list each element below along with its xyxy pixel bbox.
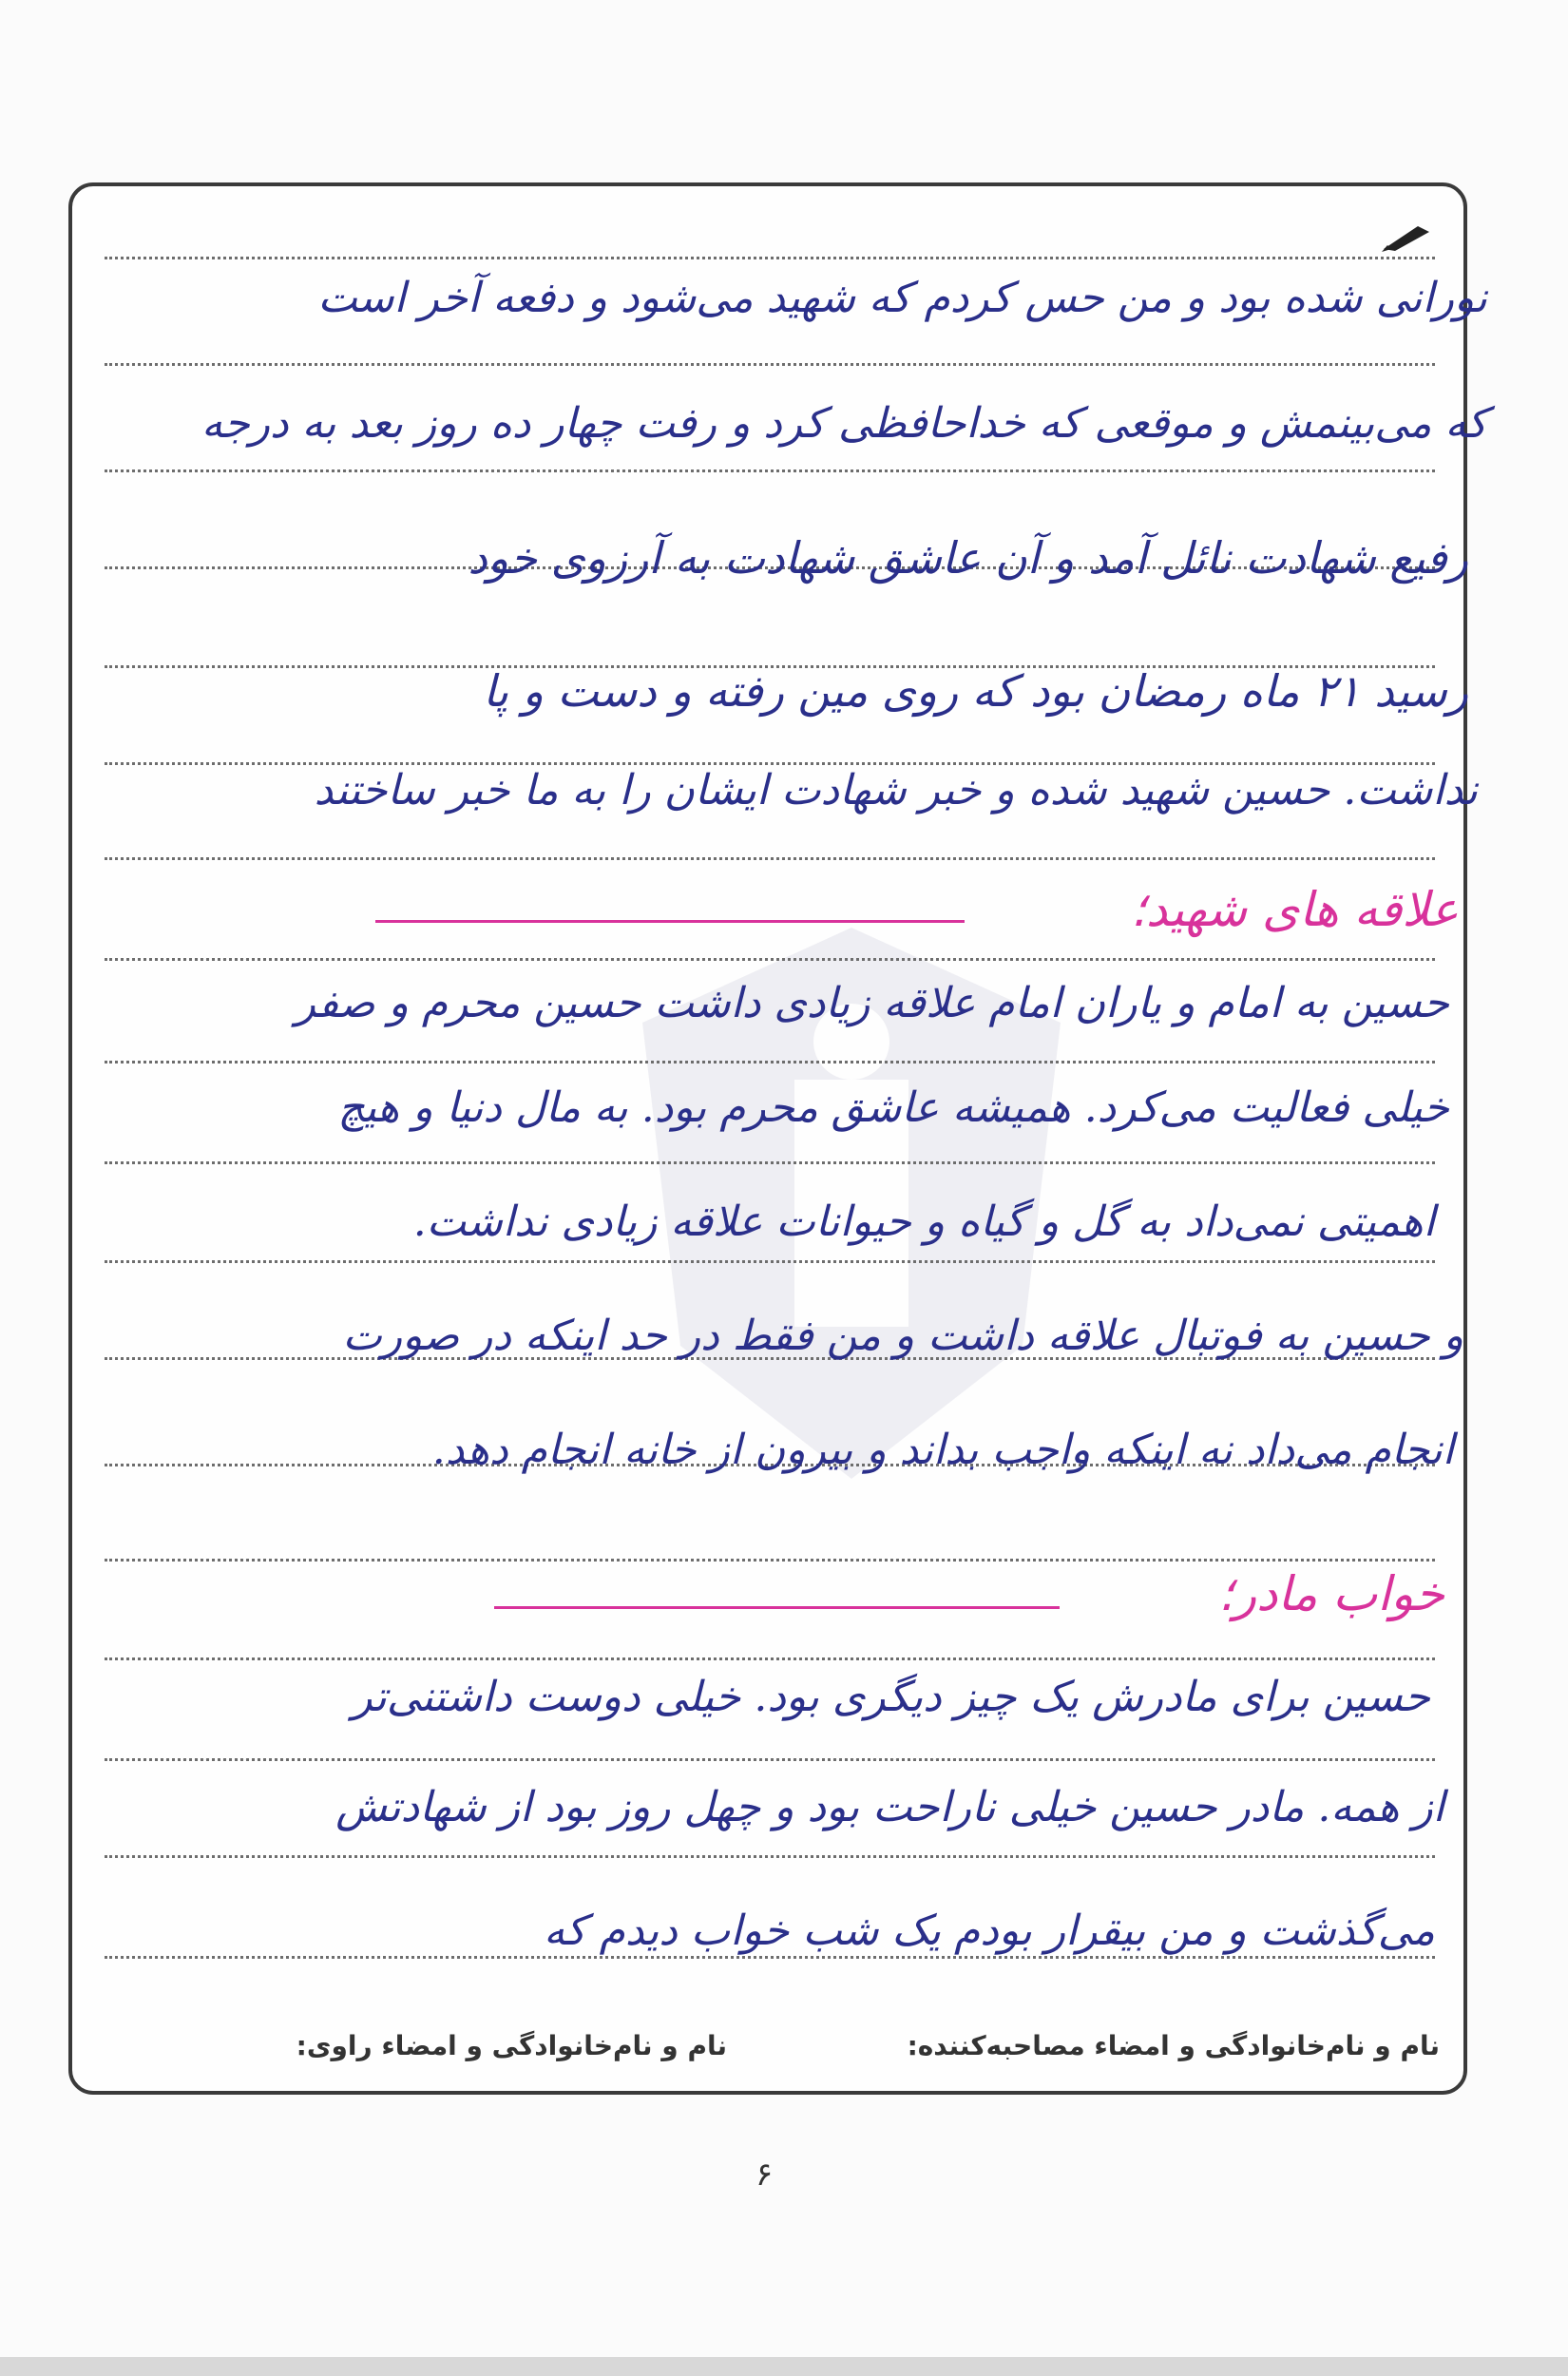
handwritten-line: انجام می‌داد نه اینکه واجب بداند و بیرون از خانه انجام دهد. bbox=[431, 1426, 1454, 1474]
handwritten-line: و حسین به فوتبال علاقه داشت و من فقط در حد اینکه در صورت bbox=[342, 1312, 1463, 1360]
handwritten-line: می‌گذشت و من بیقرار بودم یک شب خواب دیدم که bbox=[544, 1907, 1435, 1955]
rule-line bbox=[105, 1657, 1435, 1660]
page-number: ۶ bbox=[755, 2156, 774, 2194]
rule-line bbox=[105, 857, 1435, 860]
narrator-signature-label: نام و نام‌خانوادگی و امضاء راوی: bbox=[296, 2030, 727, 2061]
rule-line bbox=[105, 1956, 1435, 1959]
section-heading: علاقه های شهید؛ bbox=[1130, 882, 1459, 937]
rule-line bbox=[105, 1161, 1435, 1164]
handwritten-line: حسین برای مادرش یک چیز دیگری بود. خیلی دوست داشتنی‌تر bbox=[352, 1673, 1430, 1721]
rule-line bbox=[105, 958, 1435, 961]
rule-line bbox=[105, 1260, 1435, 1263]
rule-line bbox=[105, 363, 1435, 366]
handwritten-line: خیلی فعالیت می‌کرد. همیشه عاشق محرم بود. به مال دنیا و هیچ bbox=[337, 1083, 1449, 1132]
heading-underline bbox=[375, 920, 965, 923]
pen-icon bbox=[1380, 220, 1433, 257]
scan-edge bbox=[0, 2357, 1568, 2376]
rule-line bbox=[105, 1559, 1435, 1562]
rule-line bbox=[105, 469, 1435, 472]
rule-line bbox=[105, 762, 1435, 765]
handwritten-line: رفیع شهادت نائل آمد و آن عاشق شهادت به آرزوی خود bbox=[468, 532, 1468, 584]
rule-line bbox=[105, 257, 1435, 259]
rule-line bbox=[105, 1061, 1435, 1063]
interviewer-signature-label: نام و نام‌خانوادگی و امضاء مصاحبه‌کننده: bbox=[907, 2030, 1440, 2061]
heading-underline bbox=[494, 1606, 1060, 1609]
handwritten-line: نورانی شده بود و من حس کردم که شهید می‌شود و دفعه آخر است bbox=[317, 274, 1487, 322]
handwritten-line: نداشت. حسین شهید شده و خبر شهادت ایشان را به ما خبر ساختند bbox=[314, 766, 1478, 814]
handwritten-line: از همه. مادر حسین خیلی ناراحت بود و چهل روز بود از شهادتش bbox=[335, 1783, 1444, 1831]
section-heading: خواب مادر؛ bbox=[1218, 1566, 1444, 1621]
rule-line bbox=[105, 1758, 1435, 1761]
rule-line bbox=[105, 1855, 1435, 1858]
handwritten-line: اهمیتی نمی‌داد به گل و گیاه و حیوانات علاقه زیادی نداشت. bbox=[412, 1198, 1435, 1246]
handwritten-line: رسید ۲۱ ماه رمضان بود که روی مین رفته و دست و پا bbox=[483, 665, 1468, 717]
handwritten-line: که می‌بینمش و موقعی که خداحافظی کرد و رفت چهار ده روز بعد به درجه bbox=[201, 399, 1487, 448]
handwritten-line: حسین به امام و یاران امام علاقه زیادی داشت حسین محرم و صفر bbox=[295, 979, 1449, 1027]
